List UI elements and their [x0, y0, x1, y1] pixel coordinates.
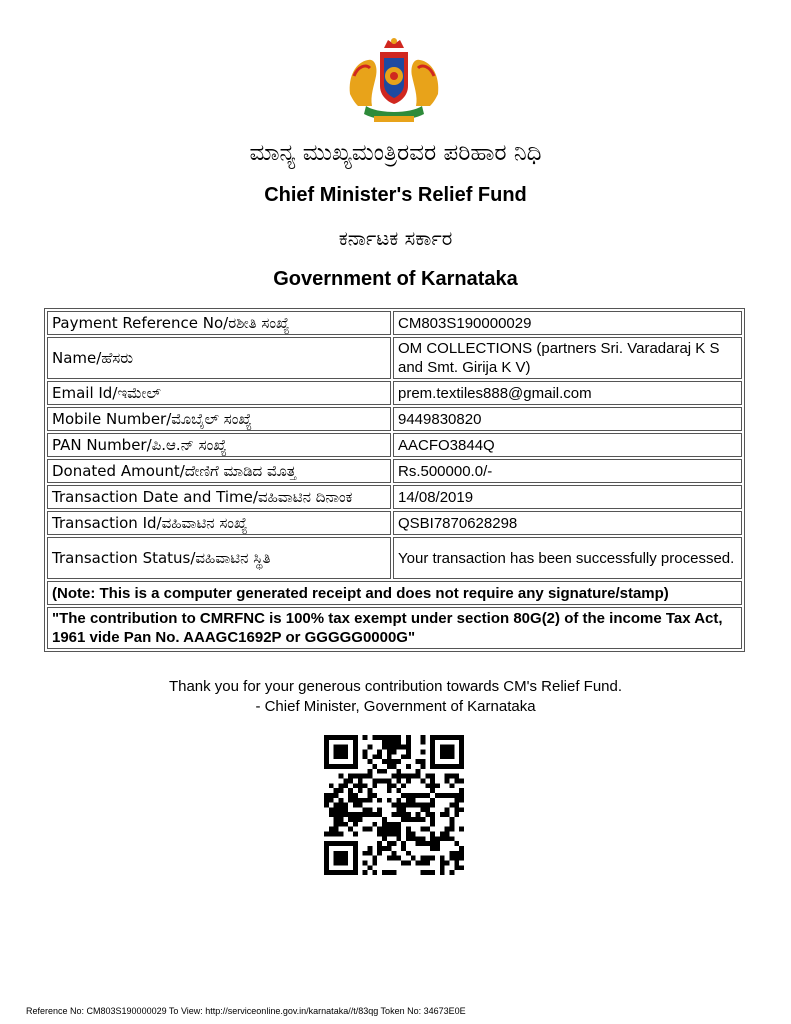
row-transaction-id	[47, 511, 742, 535]
row-donated-amount	[47, 459, 742, 483]
row-pan	[47, 433, 742, 457]
row-note	[47, 581, 742, 605]
thank-you-message	[0, 677, 791, 717]
row-label: Payment Reference No/ರಶೀತಿ ಸಂಖ್ಯೆ	[47, 311, 391, 335]
government-kannada: ಕರ್ನಾಟಕ ಸರ್ಕಾರ	[338, 226, 453, 250]
title-kannada: ಮಾನ್ಯ ಮುಖ್ಯಮಂತ್ರಿರವರ ಪರಿಹಾರ ನಿಧಿ	[249, 140, 542, 166]
tax-exemption-note: "The contribution to CMRFNC is 100% tax exempt under section 80G(2) of the income Tax Act, 1961 vide Pan No. AAAGC1692P or GGGGG0000G"	[47, 607, 742, 649]
row-label: Transaction Date and Time/ವಹಿವಾಟಿನ ದಿನಾಂಕ	[47, 485, 391, 509]
row-transaction-status	[47, 537, 742, 579]
row-email	[47, 381, 742, 405]
row-value: prem.textiles888@gmail.com	[393, 381, 742, 405]
karnataka-emblem-icon	[344, 36, 444, 124]
thank-you-line: Thank you for your generous contribution towards CM's Relief Fund.	[168, 678, 623, 695]
row-label: Email Id/ಇಮೇಲ್	[47, 381, 391, 405]
row-transaction-date	[47, 485, 742, 509]
row-value: AACFO3844Q	[393, 433, 742, 457]
row-label: Mobile Number/ಮೊಬೈಲ್ ಸಂಖ್ಯೆ	[47, 407, 391, 431]
row-label: Transaction Id/ವಹಿವಾಟಿನ ಸಂಖ್ಯೆ	[47, 511, 391, 535]
row-tax-note	[47, 607, 742, 649]
receipt-note: (Note: This is a computer generated receipt and does not require any signature/stamp)	[47, 581, 742, 605]
receipt-table	[44, 308, 745, 652]
signature-line: - Chief Minister, Government of Karnataka	[255, 698, 536, 715]
row-value: Rs.500000.0/-	[393, 459, 742, 483]
row-label: Transaction Status/ವಹಿವಾಟಿನ ಸ್ಥಿತಿ	[47, 537, 391, 579]
row-value: CM803S190000029	[393, 311, 742, 335]
footer-reference: Reference No: CM803S190000029 To View: http://serviceonline.gov.in/karnataka//t/83qg Token No: 34673E0E	[26, 1006, 466, 1016]
row-value: 14/08/2019	[393, 485, 742, 509]
row-label: PAN Number/ಪಿ.ಆ.ನ್ ಸಂಖ್ಯೆ	[47, 433, 391, 457]
row-value: OM COLLECTIONS (partners Sri. Varadaraj K S and Smt. Girija K V)	[393, 337, 742, 379]
row-label: Name/ಹೆಸರು	[47, 337, 391, 379]
row-name	[47, 337, 742, 379]
row-value: 9449830820	[393, 407, 742, 431]
row-value: Your transaction has been successfully processed.	[393, 537, 742, 579]
row-label: Donated Amount/ದೇಣಿಗೆ ಮಾಡಿದ ಮೊತ್ತ	[47, 459, 391, 483]
qr-code-icon	[324, 735, 464, 875]
title-english: Chief Minister's Relief Fund	[264, 184, 527, 206]
row-payment-reference	[47, 311, 742, 335]
government-english: Government of Karnataka	[273, 268, 518, 290]
row-value: QSBI7870628298	[393, 511, 742, 535]
row-mobile	[47, 407, 742, 431]
